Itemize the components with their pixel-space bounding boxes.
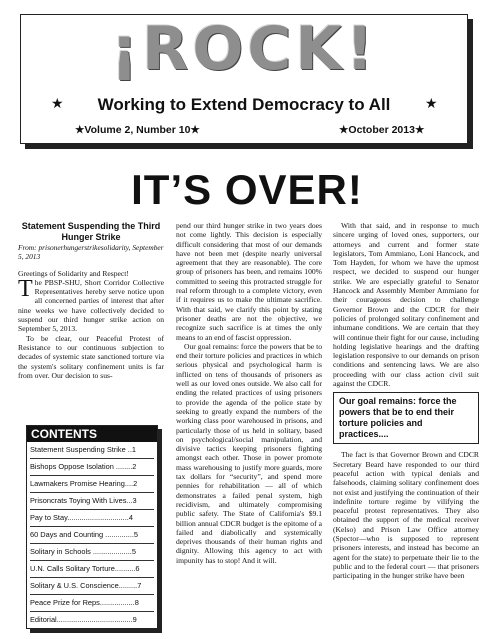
contents-item: Solitary & U.S. Conscience.........7 [30, 578, 154, 595]
contents-item: Prisoncrats Toying With Lives...3 [30, 493, 154, 510]
contents-item: Peace Prize for Reps.................8 [30, 595, 154, 612]
article-paragraph: pend our third hunger strike in two years does not come lightly. This decision is especially difficult considering that most of our demands have not been met (despite nearly universal agreement that they are reasonable). The core group of prisoners has been, and remains 100% committed to seeing this protracted struggle for real reform through to a complete victory, even if it requires us to make the ultimate sacrifice. With that said, we clarify this point by stating prisoner deaths are not the objective, we recognize such sacrifice is at times the only means to an end of fascist oppression. [176, 221, 322, 342]
contents-item: Pay to Stay..............................4 [30, 510, 154, 527]
paragraph-text: he PBSP-SHU, Short Corridor Collective Representatives hereby serve notice upon all concerned parties of interest that after nine weeks we have collectively decided to suspend our third hunger strike action on September 5, 2013. [18, 277, 164, 334]
contents-item: U.N. Calls Solitary Torture..........6 [30, 561, 154, 578]
star-icon: ★ [425, 97, 438, 112]
contents-item: Lawmakers Promise Hearing....2 [30, 476, 154, 493]
article-title: Statement Suspending the Third Hunger Strike [21, 221, 161, 242]
article-paragraph: Our goal remains: force the powers that be to end their torture policies and practices in which serious physical and psychological harm is inflicted on tens of thousands of prisoners as well as our loved ones outside. We also call for ending the related practices of using prisoners to provide the agenda of the police state by seeking to greatly expand the numbers of the working class poor warehoused in prisons, and particularly those of us held in solitary, based on psychological/social manipulation, and divisive tactics keeping prisoners fighting amongst each other. Those in power promote mass warehousing to justify more guards, more tax dollars for “security”, and spend more pennies for rehabilitation — all of which demonstrates a failed penal system, high recidivism, and ultimately compromising public safety. The State of California's $9.1 billion annual CDCR budget is the epitome of a failed and diabolically and systemically deprives thousands of their human rights and dignity. Allowing this agency to act with impunity has to stop! And it will. [176, 341, 322, 565]
column-3 [333, 221, 479, 581]
contents-item: Editorial.....................................9 [30, 615, 137, 624]
drop-cap: T [18, 275, 33, 302]
contents-heading: CONTENTS [27, 426, 157, 442]
masthead-title: ¡ROCK! [110, 14, 378, 84]
contents-item: Statement Suspending Strike ..1 [30, 442, 154, 459]
masthead-tagline: Working to Extend Democracy to All [97, 95, 391, 114]
pull-quote: Our goal remains: force the powers that be to end their torture policies and practices.... [333, 392, 479, 444]
contents-item: 60 Days and Counting ..............5 [30, 527, 154, 544]
volume-number: ★Volume 2, Number 10★ [75, 124, 200, 136]
article-greeting: Greetings of Solidarity and Respect! [18, 268, 129, 278]
article-paragraph: The fact is that Governor Brown and CDCR Secretary Beard have responded to our third peaceful action with typical denials and falsehoods, claiming solitary confinement does not exist and justifying the continuation of their indefinite torture regime by vilifying the peaceful protest representatives. They also obtained the support of the medical receiver (Kelso) and Prison Law Office attorney (Spector—who is supposed to represent prisoners interests, and instead has become an agent for the state) to perpetuate their lie to the public and to the federal court — that prisoners participating in the hunger strike have been [333, 450, 479, 581]
contents-item: Bishops Oppose Isolation ........2 [30, 459, 154, 476]
masthead [20, 14, 468, 144]
star-icon: ★ [51, 97, 64, 112]
headline: IT’S OVER! [131, 166, 363, 213]
article-paragraph: With that said, and in response to much sincere urging of loved ones, supporters, our attorneys and current and former state legislators, Tom Ammiano, Loni Hancock, and Tom Hayden, for whom we have the upmost respect, we decided to suspend our hunger strike. We are especially grateful to Senator Hancock and Assembly Member Ammiano for their courageous decision to challenge Governor Brown and the CDCR for their policies of prolonged solitary confinement and inhumane conditions. We are certain that they will continue their fight for our cause, including holding legislative hearings and the drafting legislation responsive to our demands on prison conditions and sentencing laws. We are also proceeding with our class action civil suit against the CDCR. [333, 221, 479, 389]
issue-date: ★October 2013★ [339, 124, 425, 136]
contents-item: Solitary in Schools ...................5 [30, 544, 154, 561]
article-source: From: prisonerhungerstrikesolidarity, September 5, 2013 [18, 243, 164, 261]
contents-box [26, 425, 158, 629]
contents-list [27, 442, 157, 628]
article-paragraph [18, 275, 164, 334]
column-1 [18, 221, 164, 380]
article-paragraph: To be clear, our Peaceful Protest of Resistance to our continuous subjection to decades of systemic state sanctioned torture via the system's solitary confinement units is far from over. Our decision to sus- [18, 333, 164, 380]
column-2 [176, 221, 322, 565]
